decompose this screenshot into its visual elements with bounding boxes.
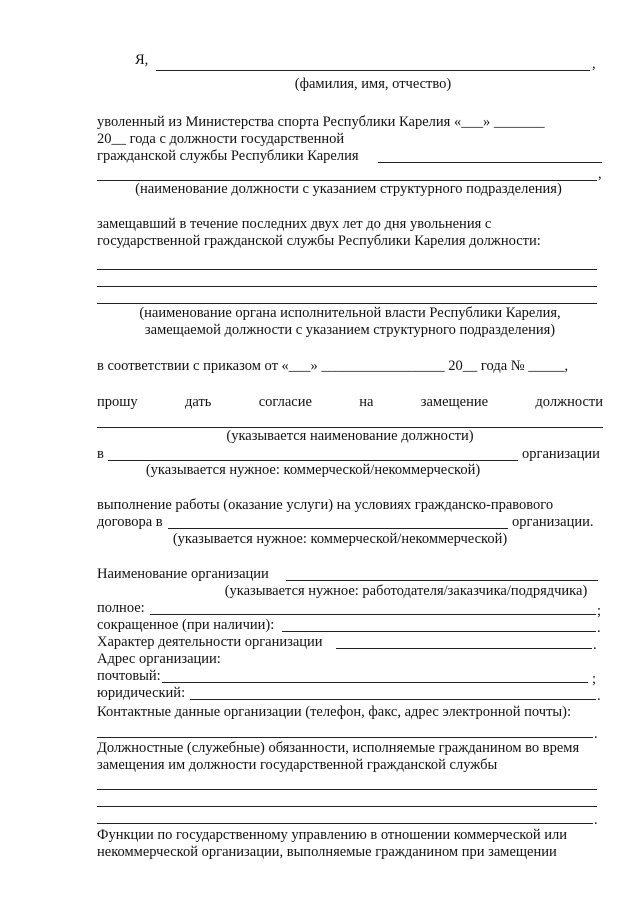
request-word-3: согласие	[258, 394, 312, 410]
position-field-line-1[interactable]	[378, 162, 602, 163]
short-name-end: .	[597, 620, 601, 636]
postal-field-line[interactable]	[162, 682, 588, 683]
functions-line-1: Функции по государственному управлению в отношении коммерческой или	[97, 827, 567, 843]
legal-end: .	[597, 688, 601, 704]
activity-label: Характер деятельности организации	[97, 634, 323, 650]
contract-org-field-line[interactable]	[168, 528, 508, 529]
fio-prefix: Я,	[135, 52, 149, 68]
duties-end: .	[594, 812, 598, 828]
dismissed-line-2: 20__ года с должности государственной	[97, 131, 345, 147]
fio-comma: ,	[592, 56, 596, 72]
dismissed-line-3: гражданской службы Республики Карелия	[97, 148, 359, 164]
organ-field-line-3[interactable]	[97, 303, 597, 304]
fio-field-line[interactable]	[156, 70, 590, 71]
org-prefix: в	[97, 446, 104, 462]
duties-field-line-1[interactable]	[97, 789, 597, 790]
request-word-1: прошу	[97, 394, 138, 410]
postal-end: ;	[592, 671, 597, 687]
contract-org-caption: (указывается нужное: коммерческой/некоммерческой)	[172, 531, 508, 547]
postal-label: почтовый:	[97, 668, 161, 684]
contacts-field-line[interactable]	[97, 737, 593, 738]
fio-caption: (фамилия, имя, отчество)	[294, 76, 452, 92]
request-word-6: должности	[535, 394, 603, 410]
request-word-5: замещение	[420, 394, 489, 410]
functions-line-2: некоммерческой организации, выполняемые гражданином при замещении	[97, 844, 557, 860]
contacts-end: .	[594, 726, 598, 742]
request-line	[97, 394, 603, 411]
short-name-label: сокращенное (при наличии):	[97, 617, 275, 633]
duties-field-line-2[interactable]	[97, 806, 597, 807]
org-name-label: Наименование организации	[97, 566, 269, 582]
short-name-field-line[interactable]	[282, 631, 596, 632]
full-name-label: полное:	[97, 600, 145, 616]
address-label: Адрес организации:	[97, 651, 221, 667]
org-name-field-line[interactable]	[286, 580, 598, 581]
legal-label: юридический:	[97, 685, 186, 701]
position-comma: ,	[598, 166, 602, 182]
request-word-2: дать	[185, 394, 212, 410]
org-suffix: организации	[522, 446, 600, 462]
full-name-field-line[interactable]	[150, 614, 596, 615]
duties-line-1: Должностные (служебные) обязанности, исполняемые гражданином во время	[97, 740, 580, 756]
work-line-2-prefix: договора в	[97, 514, 163, 530]
contacts-label: Контактные данные организации (телефон, факс, адрес электронной почты):	[97, 704, 572, 720]
work-line-2-suffix: организации.	[512, 514, 594, 530]
full-name-end: ;	[597, 603, 602, 619]
replaced-line-1: замещавший в течение последних двух лет до дня увольнения с	[97, 216, 492, 232]
requested-position-caption: (указывается наименование должности)	[226, 428, 474, 444]
request-word-4: на	[359, 394, 374, 410]
organ-caption-1: (наименование органа исполнительной власти Республики Карелия,	[139, 305, 561, 321]
employer-caption: (указывается нужное: работодателя/заказчика/подрядчика)	[224, 583, 588, 599]
org-type-field-line[interactable]	[108, 460, 518, 461]
duties-line-2: замещения им должности государственной гражданской службы	[97, 757, 498, 773]
legal-field-line[interactable]	[190, 699, 596, 700]
replaced-line-2: государственной гражданской службы Республики Карелия должности:	[97, 233, 541, 249]
activity-end: .	[593, 637, 597, 653]
duties-field-line-3[interactable]	[97, 823, 593, 824]
dismissed-line-1: уволенный из Министерства спорта Республики Карелия «___» _______	[97, 114, 545, 130]
organ-caption-2: замещаемой должности с указанием структурного подразделения)	[144, 322, 556, 338]
organ-field-line-1[interactable]	[97, 269, 597, 270]
organ-field-line-2[interactable]	[97, 286, 597, 287]
order-line[interactable]: в соответствии с приказом от «___» _________________ 20__ года № _____,	[97, 358, 569, 374]
position-caption: (наименование должности с указанием структурного подразделения)	[135, 181, 562, 197]
org-type-caption: (указывается нужное: коммерческой/некоммерческой)	[145, 462, 481, 478]
activity-field-line[interactable]	[336, 648, 592, 649]
work-line-1: выполнение работы (оказание услуги) на условиях гражданско-правового	[97, 497, 554, 513]
